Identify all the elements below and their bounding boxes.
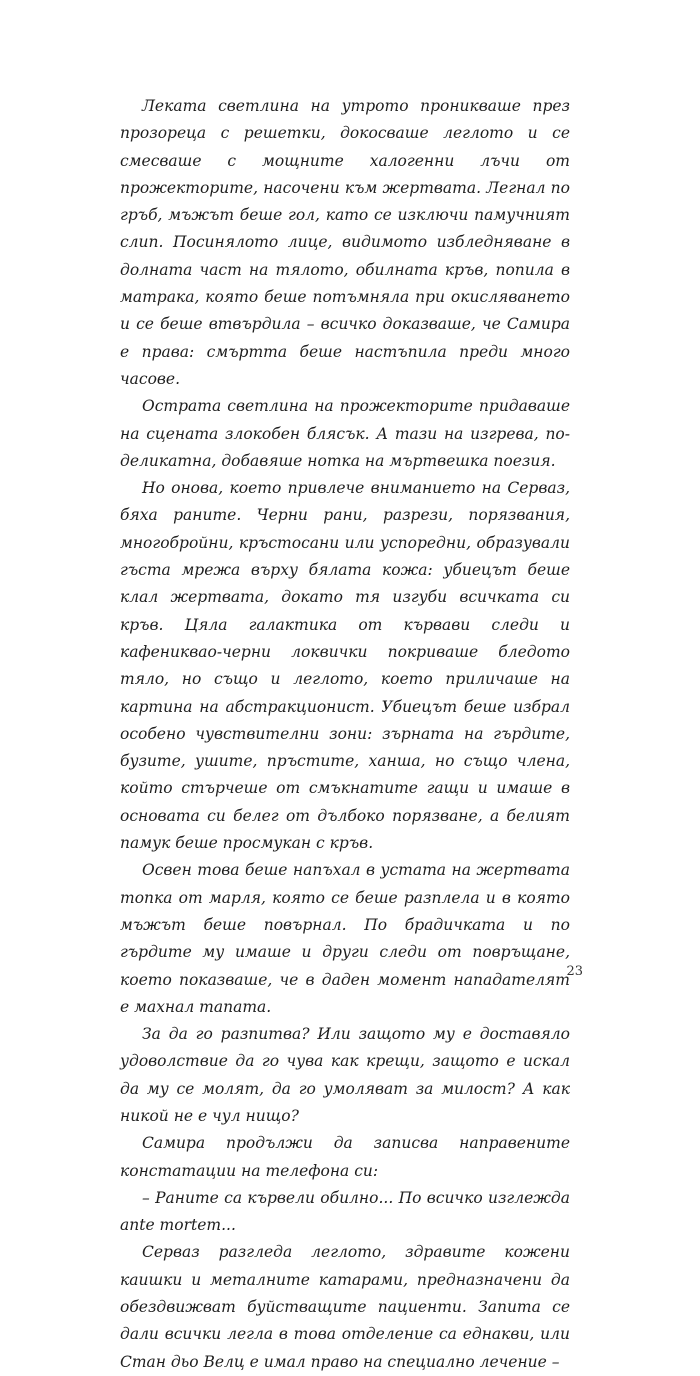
paragraph: Леката светлина на утрото проникваше през прозореца с решетки, докосваше леглото и се смесваше с мощните халогенни лъчи от прожекторите, насочени към жертвата. Легнал по гръб, мъжът беше гол, като се изключи памучният слип. Посинялото лице, видимото избледняване в долната част на тялото, обилната кръв, попила в матрака, която беше потъмняла при окисляването и се беше втвърдила – всичко доказваше, че Самира е права: смъртта беше настъпила преди много часове. — [120, 97, 570, 388]
paragraph: За да го разпитва? Или защото му е доставяло удоволствие да го чува как крещи, защото е искал да му се молят, да го умоляват за милост? А как никой не е чул нищо? — [120, 1025, 570, 1125]
paragraph: Освен това беше напъхал в устата на жертвата топка от марля, която се беше разплела и в която мъжът беше повърнал. По брадичката и по гърдите му имаше и други следи от повръщане, което показваше, че в даден момент нападателят е махнал тапата. — [120, 861, 570, 1016]
paragraph: Острата светлина на прожекторите придаваше на сцената злокобен блясък. А тази на изгрева, по-деликатна, добавяше нотка на мъртвешка поезия. — [120, 397, 570, 470]
paragraph: – Раните са кървели обилно... По всичко изглежда ante mortem... — [120, 1188, 570, 1235]
body-text — [120, 93, 570, 1376]
page-number: 23 — [566, 964, 583, 979]
paragraph: Но онова, което привлече вниманието на Серваз, бяха раните. Черни рани, разрези, порязвания, многобройни, кръстосани или успоредни, образували гъста мрежа върху бялата кожа: убиецът беше клал жертвата, докато тя изгуби всичката си кръв. Цяла галактика от кървави следи и кафениквао-черни локвички покриваше бледото тяло, но също и леглото, което приличаше на картина на абстракционист. Убиецът беше избрал особено чувствителни зони: зърната на гърдите, бузите, ушите, пръстите, ханша, но също члена, който стърчеше от смъкнатите гащи и имаше в основата си белег от дълбоко порязване, а белият памук беше просмукан с кръв. — [120, 479, 570, 853]
paragraph: Самира продължи да записва направените констатации на телефона си: — [120, 1134, 570, 1180]
paragraph: Серваз разгледа леглото, здравите кожени каишки и металните катарами, предназначени да обездвижват буйстващите пациенти. Запита се дали всички легла в това отделение са еднакви, или Стан дьо Велц е имал право на специално лечение – — [120, 1243, 570, 1371]
